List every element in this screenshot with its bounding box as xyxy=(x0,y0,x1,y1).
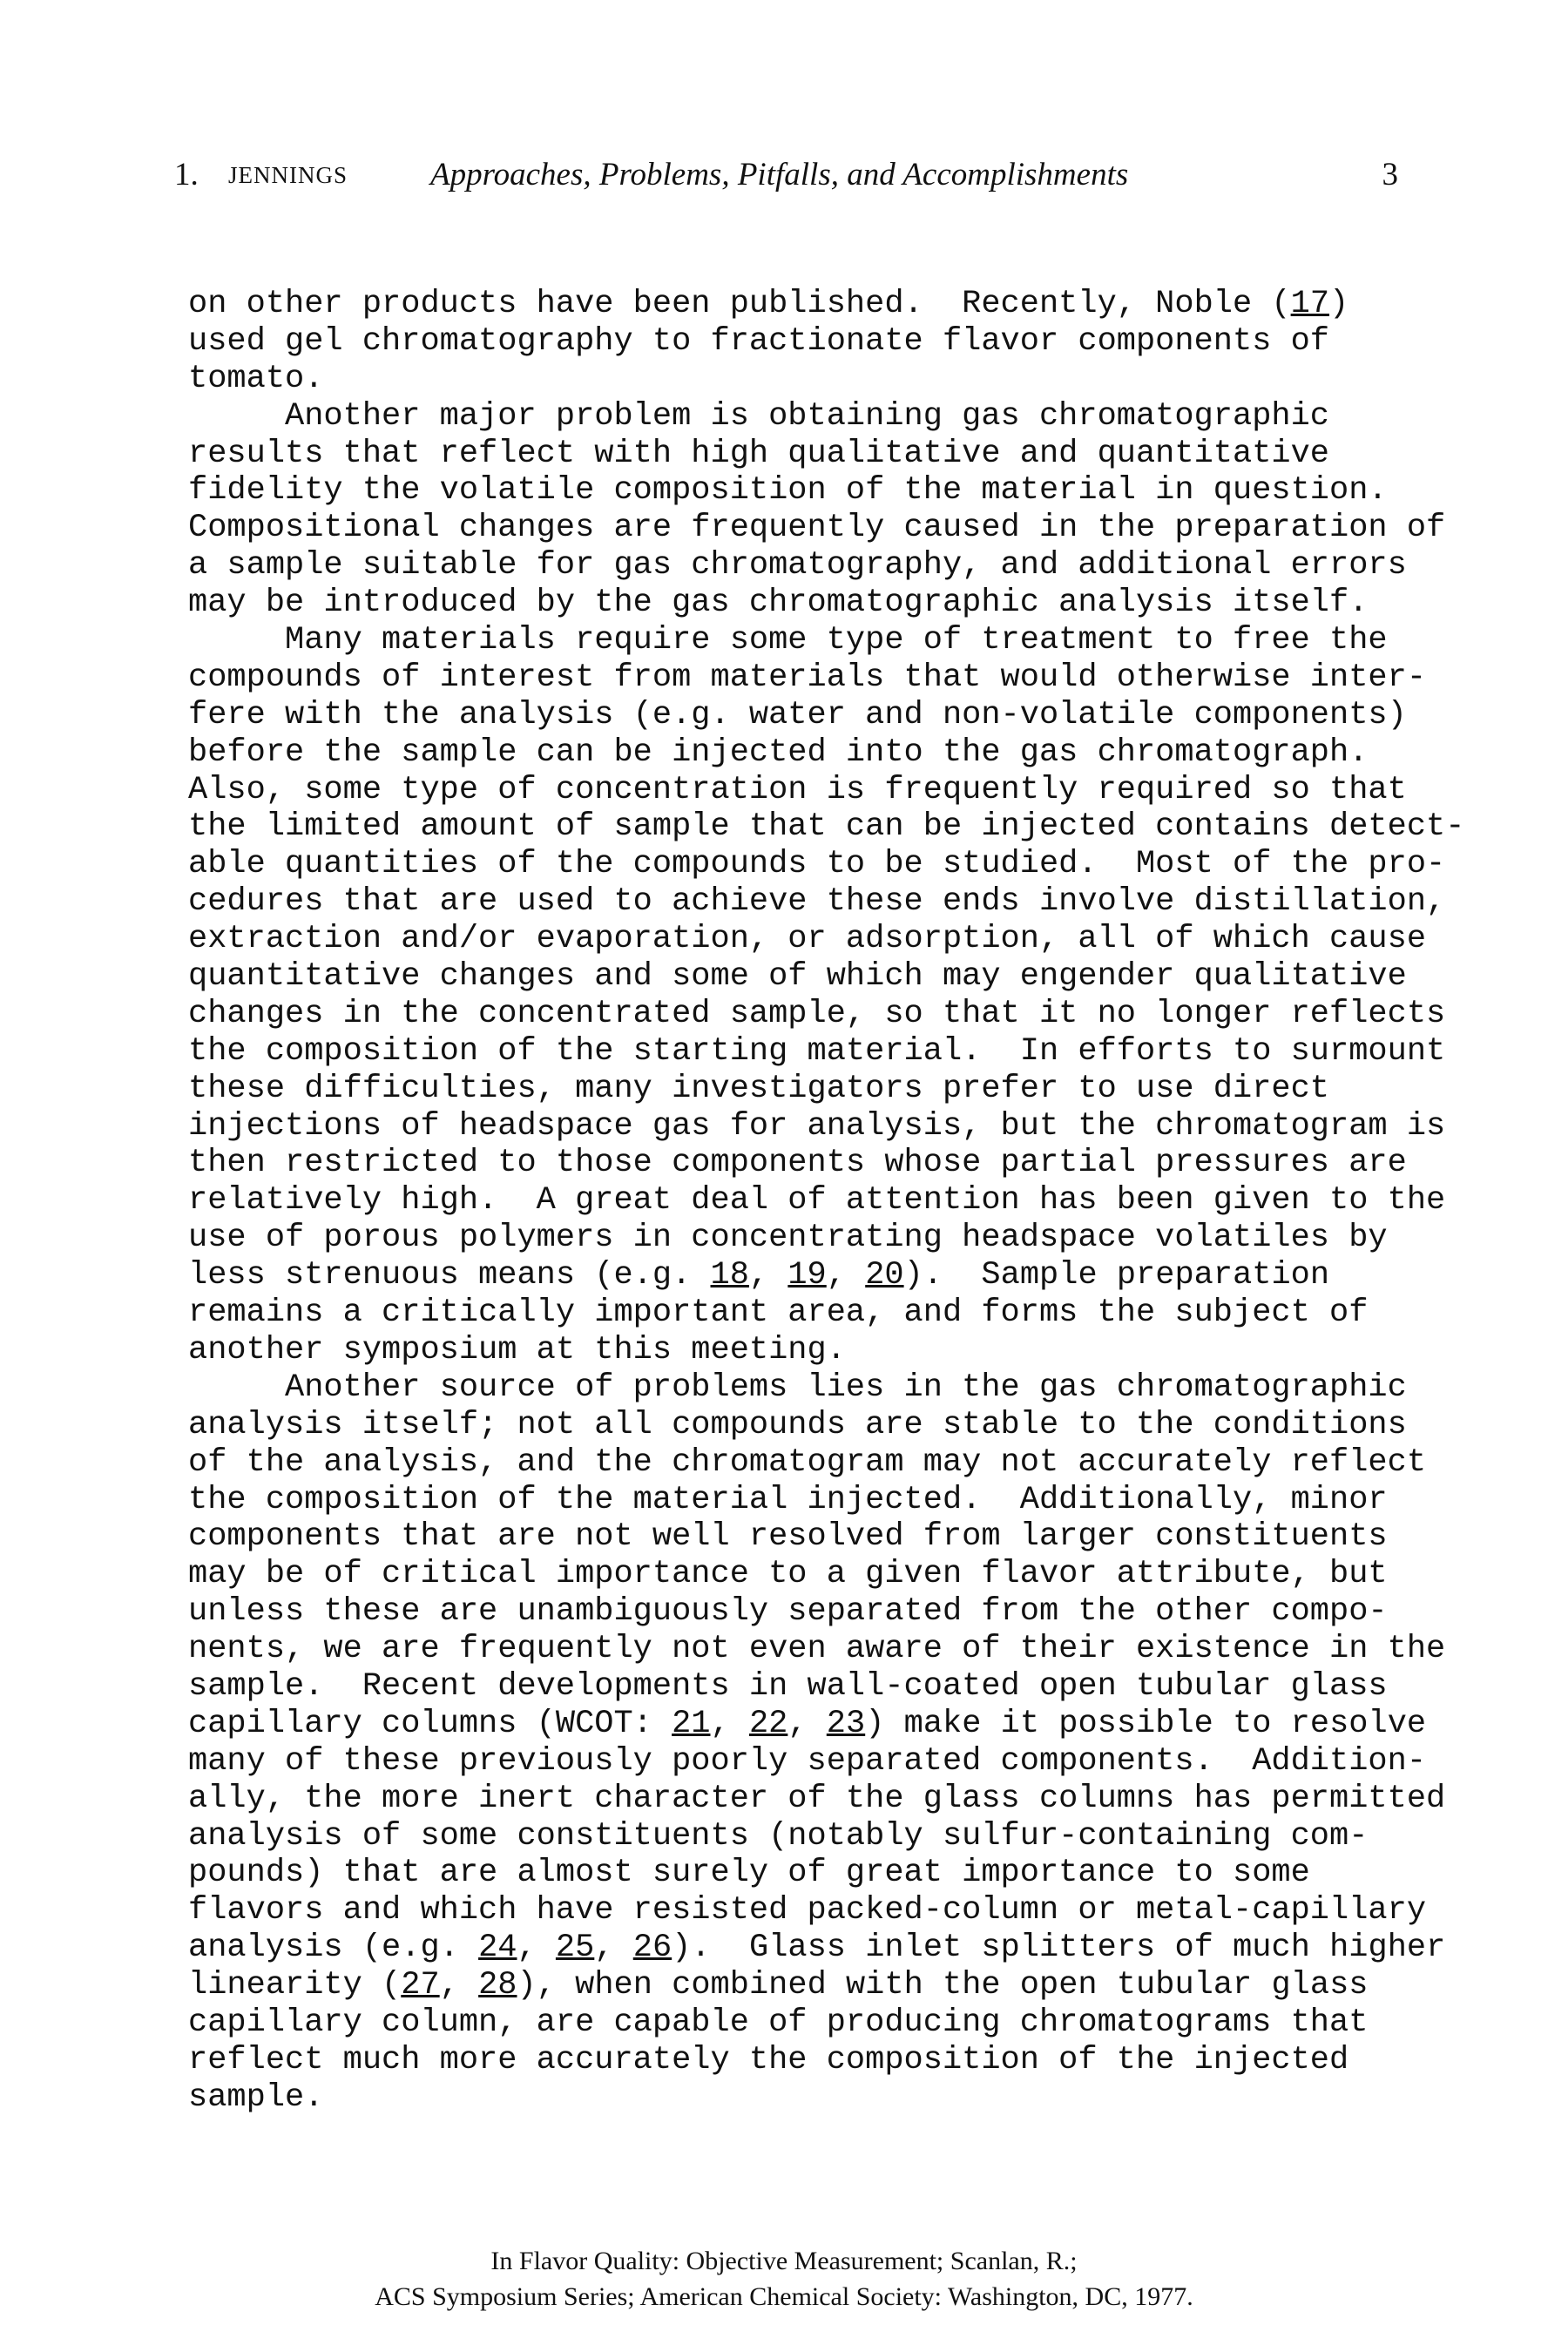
text-segment: linearity ( xyxy=(188,1967,402,2004)
text-segment: less strenuous means (e.g. xyxy=(188,1257,711,1294)
text-segment: results that reflect with high qualitative and quantitative xyxy=(188,435,1330,472)
text-line xyxy=(188,2004,1408,2042)
text-line xyxy=(188,547,1408,585)
text-line xyxy=(188,1071,1408,1108)
text-segment: may be introduced by the gas chromatographic analysis itself. xyxy=(188,585,1369,622)
text-line xyxy=(188,323,1408,361)
text-segment: remains a critically important area, and forms the subject of xyxy=(188,1294,1369,1332)
text-segment: compounds of interest from materials that would otherwise inter- xyxy=(188,659,1427,696)
text-segment: sample. xyxy=(188,2078,324,2116)
running-head-author: JENNINGS xyxy=(228,162,348,188)
text-segment: reflect much more accurately the composition of the injected xyxy=(188,2041,1349,2078)
text-line xyxy=(188,846,1446,883)
text-line xyxy=(188,1818,1408,1855)
text-segment: , xyxy=(517,1930,556,1967)
reference-number: 27 xyxy=(401,1967,440,2004)
text-line xyxy=(188,1742,1427,1781)
text-line xyxy=(188,1107,1446,1146)
text-segment: sample. Recent developments in wall-coated open tubular glass xyxy=(188,1667,1388,1705)
text-line xyxy=(188,361,1408,398)
text-segment: ) make it possible to resolve xyxy=(865,1705,1427,1742)
text-line xyxy=(188,659,1427,697)
text-line xyxy=(188,1257,1408,1294)
text-segment: many of these previously poorly separated components. Addition- xyxy=(188,1742,1427,1780)
text-segment: analysis itself; not all compounds are stable to the conditions xyxy=(188,1406,1407,1443)
text-line xyxy=(188,1593,1408,1631)
page-number: 3 xyxy=(1382,157,1398,193)
reference-number: 28 xyxy=(478,1967,517,2004)
text-line xyxy=(188,1407,1408,1444)
text-segment: another symposium at this meeting. xyxy=(188,1331,846,1369)
body-text xyxy=(188,286,1465,2117)
text-segment: a sample suitable for gas chromatography, and additional errors xyxy=(188,547,1407,585)
text-segment: , xyxy=(439,1967,479,2004)
text-segment: Compositional changes are frequently caused in the preparation of xyxy=(188,510,1446,547)
text-segment: fere with the analysis (e.g. water and non-volatile components) xyxy=(188,696,1407,733)
text-segment: Another source of problems lies in the gas chromatographic xyxy=(188,1369,1407,1406)
reference-number: 24 xyxy=(478,1930,517,1967)
text-segment: quantitative changes and some of which may engender qualitative xyxy=(188,958,1407,996)
text-segment: tomato. xyxy=(188,360,324,397)
text-segment: , xyxy=(748,1257,788,1294)
reference-number: 17 xyxy=(1290,286,1330,322)
text-segment: changes in the concentrated sample, so that it no longer reflects xyxy=(188,995,1446,1032)
text-segment: may be of critical importance to a given flavor attribute, but xyxy=(188,1556,1388,1593)
text-line xyxy=(188,1220,1408,1257)
text-line xyxy=(188,472,1408,510)
text-segment: extraction and/or evaporation, or adsorption, all of which cause xyxy=(188,921,1427,958)
text-segment: components that are not well resolved from larger constituents xyxy=(188,1518,1388,1556)
text-line xyxy=(188,995,1446,1033)
text-segment: the limited amount of sample that can be injected contains detect- xyxy=(188,808,1465,846)
reference-number: 25 xyxy=(555,1930,595,1967)
text-segment: before the sample can be injected into the gas chromatograph. xyxy=(188,733,1369,771)
text-line xyxy=(188,921,1427,958)
text-line xyxy=(188,1631,1446,1668)
text-line xyxy=(188,1705,1427,1743)
text-line xyxy=(188,585,1408,622)
text-segment: these difficulties, many investigators prefer to use direct xyxy=(188,1070,1330,1107)
text-line xyxy=(188,1145,1408,1182)
reference-number: 26 xyxy=(632,1930,672,1967)
text-segment: fidelity the volatile composition of the material in question. xyxy=(188,472,1388,510)
text-line xyxy=(188,1032,1446,1071)
text-line xyxy=(188,1668,1408,1706)
text-segment: injections of headspace gas for analysis, but the chromatogram is xyxy=(188,1107,1446,1145)
text-segment: cedures that are used to achieve these ends involve distillation, xyxy=(188,883,1446,921)
text-segment: , xyxy=(787,1705,827,1742)
text-line xyxy=(188,1892,1427,1930)
text-line xyxy=(188,734,1408,772)
text-line xyxy=(188,958,1408,996)
text-segment: the composition of the starting material. In efforts to surmount xyxy=(188,1032,1446,1070)
text-line xyxy=(188,436,1408,473)
text-segment: ), when combined with the open tubular glass xyxy=(517,1967,1369,2004)
reference-number: 18 xyxy=(710,1257,749,1294)
chapter-number: 1. xyxy=(174,157,199,193)
text-segment: of the analysis, and the chromatogram may not accurately reflect xyxy=(188,1443,1427,1481)
text-line xyxy=(188,1855,1408,1892)
text-segment: ). Glass inlet splitters of much higher xyxy=(672,1930,1446,1967)
reference-number: 23 xyxy=(826,1705,866,1742)
running-head xyxy=(174,153,1398,197)
running-head-title: Approaches, Problems, Pitfalls, and Accomplishments xyxy=(430,157,1129,193)
text-line xyxy=(188,1369,1408,1407)
text-segment: , xyxy=(594,1930,633,1967)
text-line xyxy=(188,1556,1408,1593)
text-segment: capillary columns (WCOT: xyxy=(188,1705,672,1742)
text-line xyxy=(188,883,1446,921)
text-line xyxy=(188,1780,1446,1818)
text-segment: flavors and which have resisted packed-column or metal-capillary xyxy=(188,1892,1427,1930)
text-segment: unless these are unambiguously separated from the other compo- xyxy=(188,1593,1388,1631)
text-segment: capillary column, are capable of producing chromatograms that xyxy=(188,2004,1369,2041)
text-segment: analysis of some constituents (notably sulfur-containing com- xyxy=(188,1817,1369,1855)
text-segment: analysis (e.g. xyxy=(188,1930,479,1967)
text-line xyxy=(188,510,1446,547)
text-line xyxy=(188,1443,1427,1482)
text-line xyxy=(188,1930,1446,1967)
reference-number: 21 xyxy=(672,1705,711,1742)
text-segment: ally, the more inert character of the glass columns has permitted xyxy=(188,1780,1446,1817)
citation-line-1: In Flavor Quality: Objective Measurement; Scanlan, R.; xyxy=(490,2247,1078,2275)
text-segment: Many materials require some type of treatment to free the xyxy=(188,622,1388,659)
text-segment: Also, some type of concentration is frequently required so that xyxy=(188,771,1407,808)
reference-number: 19 xyxy=(787,1257,827,1294)
text-line xyxy=(188,772,1408,809)
text-segment: ). Sample preparation xyxy=(903,1257,1330,1294)
text-segment: Another major problem is obtaining gas chromatographic xyxy=(188,397,1330,435)
text-line xyxy=(188,2042,1408,2079)
text-segment: , xyxy=(826,1257,866,1294)
text-segment: relatively high. A great deal of attention has been given to the xyxy=(188,1182,1446,1220)
text-segment: the composition of the material injected. Additionally, minor xyxy=(188,1481,1388,1518)
text-segment: , xyxy=(710,1705,749,1742)
text-segment: then restricted to those components whose partial pressures are xyxy=(188,1145,1407,1182)
text-segment: used gel chromatography to fractionate flavor components of xyxy=(188,322,1330,360)
text-line xyxy=(188,1332,1408,1369)
text-segment: nents, we are frequently not even aware of their existence in the xyxy=(188,1631,1446,1668)
text-segment: on other products have been published. Recently, Noble ( xyxy=(188,286,1291,322)
text-line xyxy=(188,1518,1408,1556)
text-line xyxy=(188,808,1465,846)
reference-number: 20 xyxy=(865,1257,904,1294)
text-line xyxy=(188,622,1408,659)
text-segment: pounds) that are almost surely of great importance to some xyxy=(188,1855,1310,1892)
text-line xyxy=(188,1294,1408,1332)
text-line xyxy=(188,2079,1408,2117)
citation-line-2: ACS Symposium Series; American Chemical Society: Washington, DC, 1977. xyxy=(375,2282,1193,2311)
text-line xyxy=(188,398,1408,436)
text-segment: use of porous polymers in concentrating headspace volatiles by xyxy=(188,1220,1388,1257)
text-line xyxy=(188,1182,1446,1220)
text-line xyxy=(188,1482,1408,1519)
text-segment: able quantities of the compounds to be studied. Most of the pro- xyxy=(188,846,1446,883)
text-line xyxy=(188,1967,1408,2004)
citation-footer xyxy=(0,2243,1568,2315)
text-line xyxy=(188,286,1408,323)
text-segment: ) xyxy=(1329,286,1349,322)
reference-number: 22 xyxy=(748,1705,788,1742)
text-line xyxy=(188,697,1408,734)
